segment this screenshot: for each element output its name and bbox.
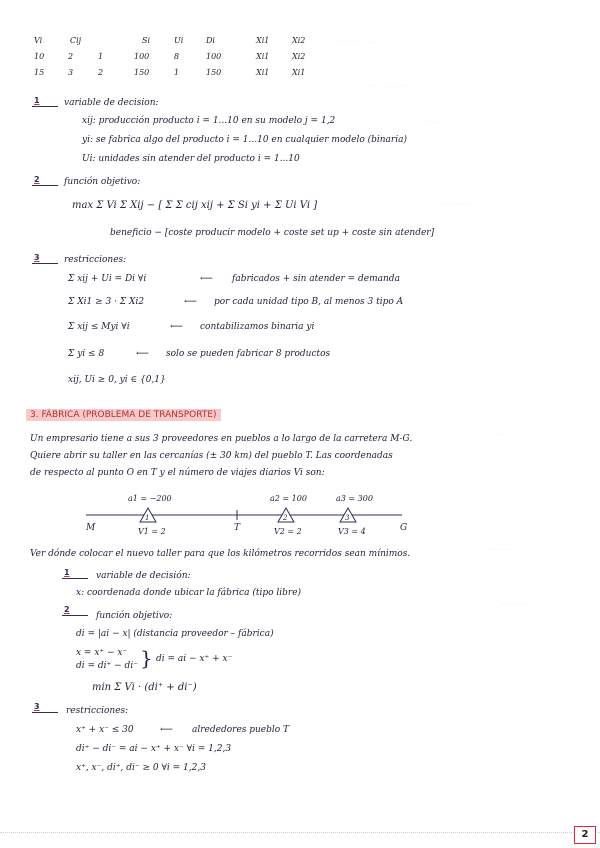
origin-label: T [234, 523, 241, 533]
section-title: 3. FÁBRICA (PROBLEMA DE TRANSPORTE) [26, 409, 221, 421]
intro-line: Quiere abrir su taller en las cercanías (± 30 km) del pueblo T. Las coordenadas [30, 451, 393, 461]
step-number: 2 [34, 175, 40, 184]
table-cell: 2 [68, 52, 74, 61]
table-header: Vi [34, 36, 43, 45]
supplier-trips: V3 = 4 [338, 527, 366, 536]
table-cell: 100 [134, 52, 150, 61]
var-line: yi: se fabrica algo del producto i = 1...10 en cualquier modelo (binaria) [82, 135, 407, 145]
arrow-left-icon: ⟵ [160, 725, 173, 735]
intro-line: de respecto al punto O en T y el número de viajes diarios Vi son: [30, 468, 325, 478]
step-title: función objetivo: [96, 611, 173, 621]
step-number: 1 [64, 568, 70, 577]
table-header: Si [142, 36, 151, 45]
step-heading [34, 96, 40, 105]
table-cell: 1 [174, 68, 180, 77]
table-cell: Xi1 [256, 68, 270, 77]
table-cell: Xi1 [256, 52, 270, 61]
arrow-line [32, 185, 58, 186]
constraint: Σ Xi1 ≥ 3 · Σ Xi2 [68, 297, 145, 307]
step-title: restricciones: [66, 706, 129, 716]
table-cell: 1 [98, 52, 104, 61]
constraint-note: por cada unidad tipo B, al menos 3 tipo A [214, 297, 404, 307]
objective-line: min Σ Vi · (di⁺ + di⁻) [92, 682, 197, 693]
objective-line: di = di⁺ − di⁻ [76, 661, 138, 671]
constraint: x⁺, x⁻, di⁺, di⁻ ≥ 0 ∀i = 1,2,3 [76, 763, 206, 773]
step-number: 3 [34, 253, 40, 262]
table-cell: 150 [206, 68, 222, 77]
constraint: x⁺ + x⁻ ≤ 30 [76, 725, 134, 735]
supplier-id: 2 [283, 514, 288, 522]
step-heading [34, 702, 40, 711]
table-header: Ui [174, 36, 184, 45]
table-header: Xi2 [292, 36, 306, 45]
step-heading [34, 175, 40, 184]
table-header: Cij [70, 36, 82, 45]
supplier-coordinate: a1 = −200 [128, 494, 172, 503]
table-cell: Xi2 [292, 52, 306, 61]
table-cell: 15 [34, 68, 45, 77]
step-number: 3 [34, 702, 40, 711]
var-line: Ui: unidades sin atender del producto i = 1...10 [82, 154, 300, 164]
table-cell: 100 [206, 52, 222, 61]
supplier-trips: V1 = 2 [138, 527, 166, 536]
constraint: Σ yi ≤ 8 [68, 349, 105, 359]
constraint-note: alrededores pueblo T [192, 725, 290, 735]
table-cell: 2 [98, 68, 104, 77]
brace-icon: } [140, 646, 153, 670]
constraint-note: contabilizamos binaria yi [200, 322, 315, 332]
page-number: 2 [574, 826, 596, 844]
step-title: restricciones: [64, 255, 127, 265]
objective-line: di = ai − x⁺ + x⁻ [156, 654, 233, 664]
constraint: di⁺ − di⁻ = ai − x⁺ + x⁻ ∀i = 1,2,3 [76, 744, 232, 754]
objective-line: di = |ai − x| (distancia proveedor – fábrica) [76, 629, 274, 639]
table-cell: Xi1 [292, 68, 306, 77]
objective-line: x = x⁺ − x⁻ [76, 648, 128, 658]
page-footer-line [0, 832, 600, 833]
supplier-trips: V2 = 2 [274, 527, 302, 536]
endpoint-label: G [400, 523, 408, 533]
arrow-line [32, 263, 58, 264]
table-header: Di [206, 36, 215, 45]
supplier-id: 1 [145, 514, 150, 522]
constraint: Σ xij + Ui = Di ∀i [68, 274, 147, 284]
supplier-coordinate: a2 = 100 [270, 494, 307, 503]
arrow-line [32, 106, 58, 107]
objective-note: beneficio − [coste producir modelo + coste set up + coste sin atender] [110, 228, 435, 238]
question: Ver dónde colocar el nuevo taller para que los kilómetros recorridos sean mínimos. [30, 549, 411, 559]
intro-line: Un empresario tiene a sus 3 proveedores en pueblos a lo largo de la carretera M-G. [30, 434, 413, 444]
constraint: xij, Ui ≥ 0, yi ∈ {0,1} [68, 375, 166, 385]
objective-function: max Σ Vi Σ Xij − [ Σ Σ cij xij + Σ Si yi + Σ Ui Vi ] [72, 200, 318, 211]
constraint-note: solo se pueden fabricar 8 productos [166, 349, 331, 359]
arrow-left-icon: ⟵ [170, 322, 183, 332]
step-title: variable de decisión: [96, 571, 191, 581]
table-cell: 8 [174, 52, 180, 61]
step-title: función objetivo: [64, 177, 141, 187]
arrow-line [32, 712, 58, 713]
table-cell: 150 [134, 68, 150, 77]
step-number: 2 [64, 605, 70, 614]
arrow-left-icon: ⟵ [184, 297, 197, 307]
supplier-id: 3 [345, 514, 350, 522]
step-heading [34, 253, 40, 262]
arrow-left-icon: ⟵ [200, 274, 213, 284]
constraint: Σ xij ≤ Myi ∀i [68, 322, 130, 332]
var-line: xij: producción producto i = 1...10 en su modelo j = 1,2 [82, 116, 336, 126]
step-heading [64, 605, 70, 614]
step-heading [64, 568, 70, 577]
var-line: x: coordenada donde ubicar la fábrica (tipo libre) [76, 588, 302, 598]
road-diagram [0, 490, 600, 550]
arrow-line [62, 615, 88, 616]
supplier-coordinate: a3 = 300 [336, 494, 373, 503]
table-header: Xi1 [256, 36, 270, 45]
arrow-left-icon: ⟵ [136, 349, 149, 359]
table-cell: 10 [34, 52, 45, 61]
step-title: variable de decision: [64, 98, 159, 108]
table-cell: 3 [68, 68, 74, 77]
constraint-note: fabricados + sin atender = demanda [232, 274, 400, 284]
arrow-line [62, 578, 88, 579]
endpoint-label: M [86, 523, 96, 533]
step-number: 1 [34, 96, 40, 105]
